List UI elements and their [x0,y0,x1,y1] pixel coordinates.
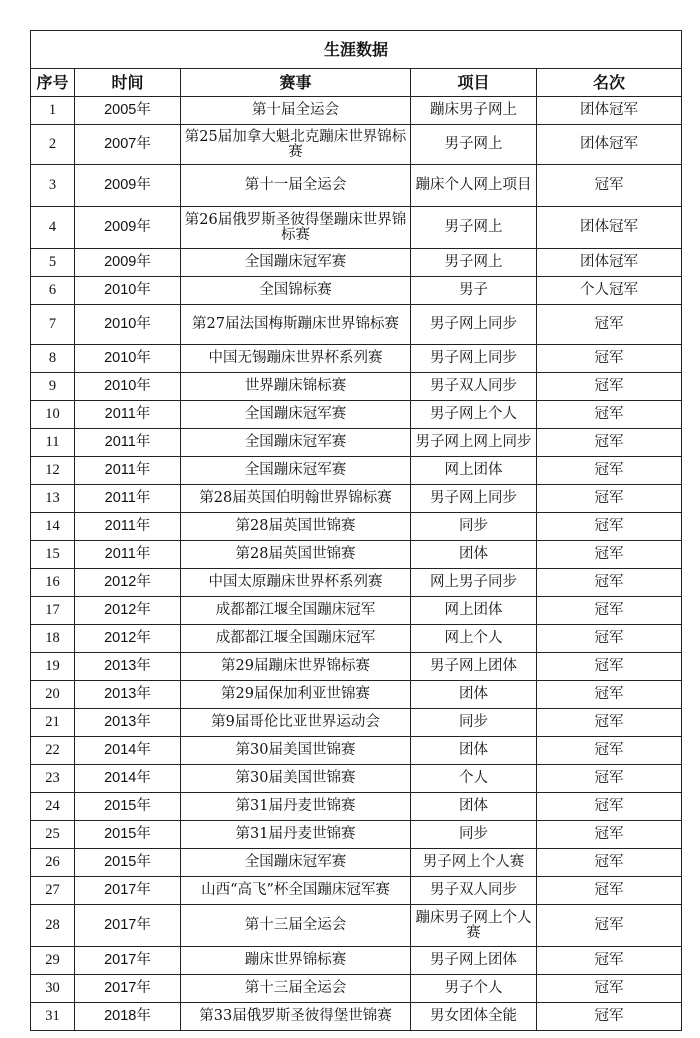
row-event: 第29届蹦床世界锦标赛 [181,653,411,681]
career-table [30,30,682,1031]
row-rank: 冠军 [537,1003,682,1031]
row-time: 2011年 [75,541,181,569]
row-discipline: 团体 [411,681,537,709]
row-event: 世界蹦床锦标赛 [181,373,411,401]
row-event: 第31届丹麦世锦赛 [181,793,411,821]
row-rank: 个人冠军 [537,277,682,305]
row-event: 全国蹦床冠军赛 [181,401,411,429]
row-time: 2017年 [75,947,181,975]
row-discipline: 团体 [411,793,537,821]
row-discipline: 男子网上同步 [411,485,537,513]
row-discipline: 团体 [411,737,537,765]
row-event: 第28届英国世锦赛 [181,513,411,541]
row-index: 11 [31,429,75,457]
row-time: 2010年 [75,345,181,373]
table-row [31,277,682,305]
row-time: 2010年 [75,277,181,305]
row-index: 12 [31,457,75,485]
row-rank: 冠军 [537,737,682,765]
table-row [31,541,682,569]
table-row [31,373,682,401]
row-event: 第十届全运会 [181,97,411,125]
row-event: 第十三届全运会 [181,975,411,1003]
row-event: 成都都江堰全国蹦床冠军 [181,597,411,625]
row-time: 2012年 [75,625,181,653]
row-rank: 冠军 [537,849,682,877]
row-time: 2012年 [75,597,181,625]
row-discipline: 男子网上 [411,125,537,165]
table-row [31,765,682,793]
row-event: 第十一届全运会 [181,165,411,207]
row-index: 31 [31,1003,75,1031]
row-rank: 冠军 [537,373,682,401]
row-time: 2013年 [75,681,181,709]
row-discipline: 男子网上 [411,207,537,249]
row-rank: 团体冠军 [537,249,682,277]
row-time: 2013年 [75,653,181,681]
row-discipline: 团体 [411,541,537,569]
table-row [31,681,682,709]
row-discipline: 网上个人 [411,625,537,653]
table-row [31,975,682,1003]
row-event: 第25届加拿大魁北克蹦床世界锦标赛 [181,125,411,165]
row-rank: 冠军 [537,345,682,373]
table-row [31,653,682,681]
row-discipline: 男子网上个人赛 [411,849,537,877]
row-index: 28 [31,905,75,947]
row-index: 19 [31,653,75,681]
row-rank: 冠军 [537,625,682,653]
row-index: 2 [31,125,75,165]
row-index: 20 [31,681,75,709]
row-index: 13 [31,485,75,513]
row-rank: 冠军 [537,765,682,793]
row-event: 全国蹦床冠军赛 [181,849,411,877]
row-discipline: 男子网上团体 [411,653,537,681]
table-row [31,165,682,207]
row-discipline: 男子网上同步 [411,305,537,345]
table-row [31,249,682,277]
table-row [31,513,682,541]
row-index: 27 [31,877,75,905]
table-row [31,625,682,653]
row-rank: 冠军 [537,905,682,947]
row-rank: 冠军 [537,597,682,625]
row-rank: 冠军 [537,457,682,485]
row-event: 第31届丹麦世锦赛 [181,821,411,849]
row-event: 第29届保加利亚世锦赛 [181,681,411,709]
table-row [31,1003,682,1031]
table-row [31,345,682,373]
row-index: 6 [31,277,75,305]
row-rank: 冠军 [537,947,682,975]
row-index: 15 [31,541,75,569]
table-row [31,793,682,821]
row-discipline: 男子 [411,277,537,305]
row-time: 2009年 [75,207,181,249]
table-row [31,709,682,737]
row-discipline: 男子个人 [411,975,537,1003]
table-row [31,429,682,457]
row-time: 2007年 [75,125,181,165]
row-index: 10 [31,401,75,429]
row-event: 成都都江堰全国蹦床冠军 [181,625,411,653]
row-index: 23 [31,765,75,793]
row-time: 2013年 [75,709,181,737]
row-event: 第30届美国世锦赛 [181,765,411,793]
row-index: 26 [31,849,75,877]
table-row [31,821,682,849]
row-discipline: 网上团体 [411,597,537,625]
row-time: 2009年 [75,165,181,207]
row-time: 2017年 [75,877,181,905]
table-row [31,457,682,485]
row-time: 2011年 [75,485,181,513]
row-rank: 冠军 [537,975,682,1003]
row-time: 2017年 [75,975,181,1003]
table-row [31,125,682,165]
row-time: 2015年 [75,793,181,821]
row-discipline: 同步 [411,709,537,737]
row-rank: 团体冠军 [537,97,682,125]
row-rank: 冠军 [537,485,682,513]
row-index: 5 [31,249,75,277]
row-discipline: 同步 [411,821,537,849]
row-rank: 冠军 [537,165,682,207]
row-rank: 冠军 [537,821,682,849]
row-time: 2011年 [75,401,181,429]
table-row [31,597,682,625]
row-index: 8 [31,345,75,373]
row-discipline: 同步 [411,513,537,541]
row-event: 全国蹦床冠军赛 [181,457,411,485]
header-event: 赛事 [181,69,411,97]
row-time: 2011年 [75,429,181,457]
row-rank: 冠军 [537,401,682,429]
row-discipline: 网上团体 [411,457,537,485]
row-discipline: 蹦床男子网上 [411,97,537,125]
row-discipline: 男子网上 [411,249,537,277]
row-index: 29 [31,947,75,975]
table-row [31,905,682,947]
row-event: 第26届俄罗斯圣彼得堡蹦床世界锦标赛 [181,207,411,249]
table-row [31,877,682,905]
row-time: 2018年 [75,1003,181,1031]
table-title: 生涯数据 [31,31,682,69]
row-discipline: 男子网上个人 [411,401,537,429]
row-rank: 冠军 [537,541,682,569]
row-time: 2005年 [75,97,181,125]
row-rank: 冠军 [537,305,682,345]
row-event: 全国锦标赛 [181,277,411,305]
row-time: 2011年 [75,457,181,485]
row-event: 全国蹦床冠军赛 [181,249,411,277]
table-row [31,207,682,249]
row-discipline: 蹦床个人网上项目 [411,165,537,207]
row-index: 14 [31,513,75,541]
row-event: 第27届法国梅斯蹦床世界锦标赛 [181,305,411,345]
row-rank: 冠军 [537,429,682,457]
row-time: 2010年 [75,305,181,345]
row-discipline: 男子双人同步 [411,877,537,905]
row-discipline: 男子网上网上同步 [411,429,537,457]
row-rank: 团体冠军 [537,207,682,249]
row-event: 第十三届全运会 [181,905,411,947]
row-event: 中国无锡蹦床世界杯系列赛 [181,345,411,373]
row-rank: 冠军 [537,877,682,905]
row-time: 2014年 [75,737,181,765]
row-index: 3 [31,165,75,207]
table-row [31,401,682,429]
row-time: 2017年 [75,905,181,947]
row-rank: 冠军 [537,709,682,737]
header-index: 序号 [31,69,75,97]
row-discipline: 蹦床男子网上个人赛 [411,905,537,947]
row-rank: 团体冠军 [537,125,682,165]
table-row [31,737,682,765]
row-event: 第33届俄罗斯圣彼得堡世锦赛 [181,1003,411,1031]
row-time: 2009年 [75,249,181,277]
table-row [31,97,682,125]
row-index: 24 [31,793,75,821]
row-index: 21 [31,709,75,737]
row-index: 9 [31,373,75,401]
row-rank: 冠军 [537,793,682,821]
row-rank: 冠军 [537,681,682,709]
row-discipline: 男子网上同步 [411,345,537,373]
row-discipline: 男子双人同步 [411,373,537,401]
header-time: 时间 [75,69,181,97]
row-index: 30 [31,975,75,1003]
row-event: 第28届英国世锦赛 [181,541,411,569]
table-row [31,485,682,513]
row-index: 25 [31,821,75,849]
row-rank: 冠军 [537,513,682,541]
table-row [31,305,682,345]
row-rank: 冠军 [537,653,682,681]
row-event: 山西“高飞”杯全国蹦床冠军赛 [181,877,411,905]
row-event: 第30届美国世锦赛 [181,737,411,765]
row-index: 22 [31,737,75,765]
row-time: 2012年 [75,569,181,597]
table-row [31,947,682,975]
table-row [31,569,682,597]
row-event: 第28届英国伯明翰世界锦标赛 [181,485,411,513]
table-row [31,849,682,877]
row-index: 4 [31,207,75,249]
row-index: 7 [31,305,75,345]
row-discipline: 网上男子同步 [411,569,537,597]
row-time: 2015年 [75,849,181,877]
row-discipline: 男女团体全能 [411,1003,537,1031]
row-index: 1 [31,97,75,125]
row-time: 2010年 [75,373,181,401]
row-time: 2015年 [75,821,181,849]
header-rank: 名次 [537,69,682,97]
header-discipline: 项目 [411,69,537,97]
row-time: 2011年 [75,513,181,541]
row-rank: 冠军 [537,569,682,597]
row-event: 中国太原蹦床世界杯系列赛 [181,569,411,597]
row-event: 全国蹦床冠军赛 [181,429,411,457]
row-index: 18 [31,625,75,653]
row-discipline: 男子网上团体 [411,947,537,975]
row-discipline: 个人 [411,765,537,793]
row-event: 第9届哥伦比亚世界运动会 [181,709,411,737]
row-time: 2014年 [75,765,181,793]
row-event: 蹦床世界锦标赛 [181,947,411,975]
row-index: 17 [31,597,75,625]
row-index: 16 [31,569,75,597]
